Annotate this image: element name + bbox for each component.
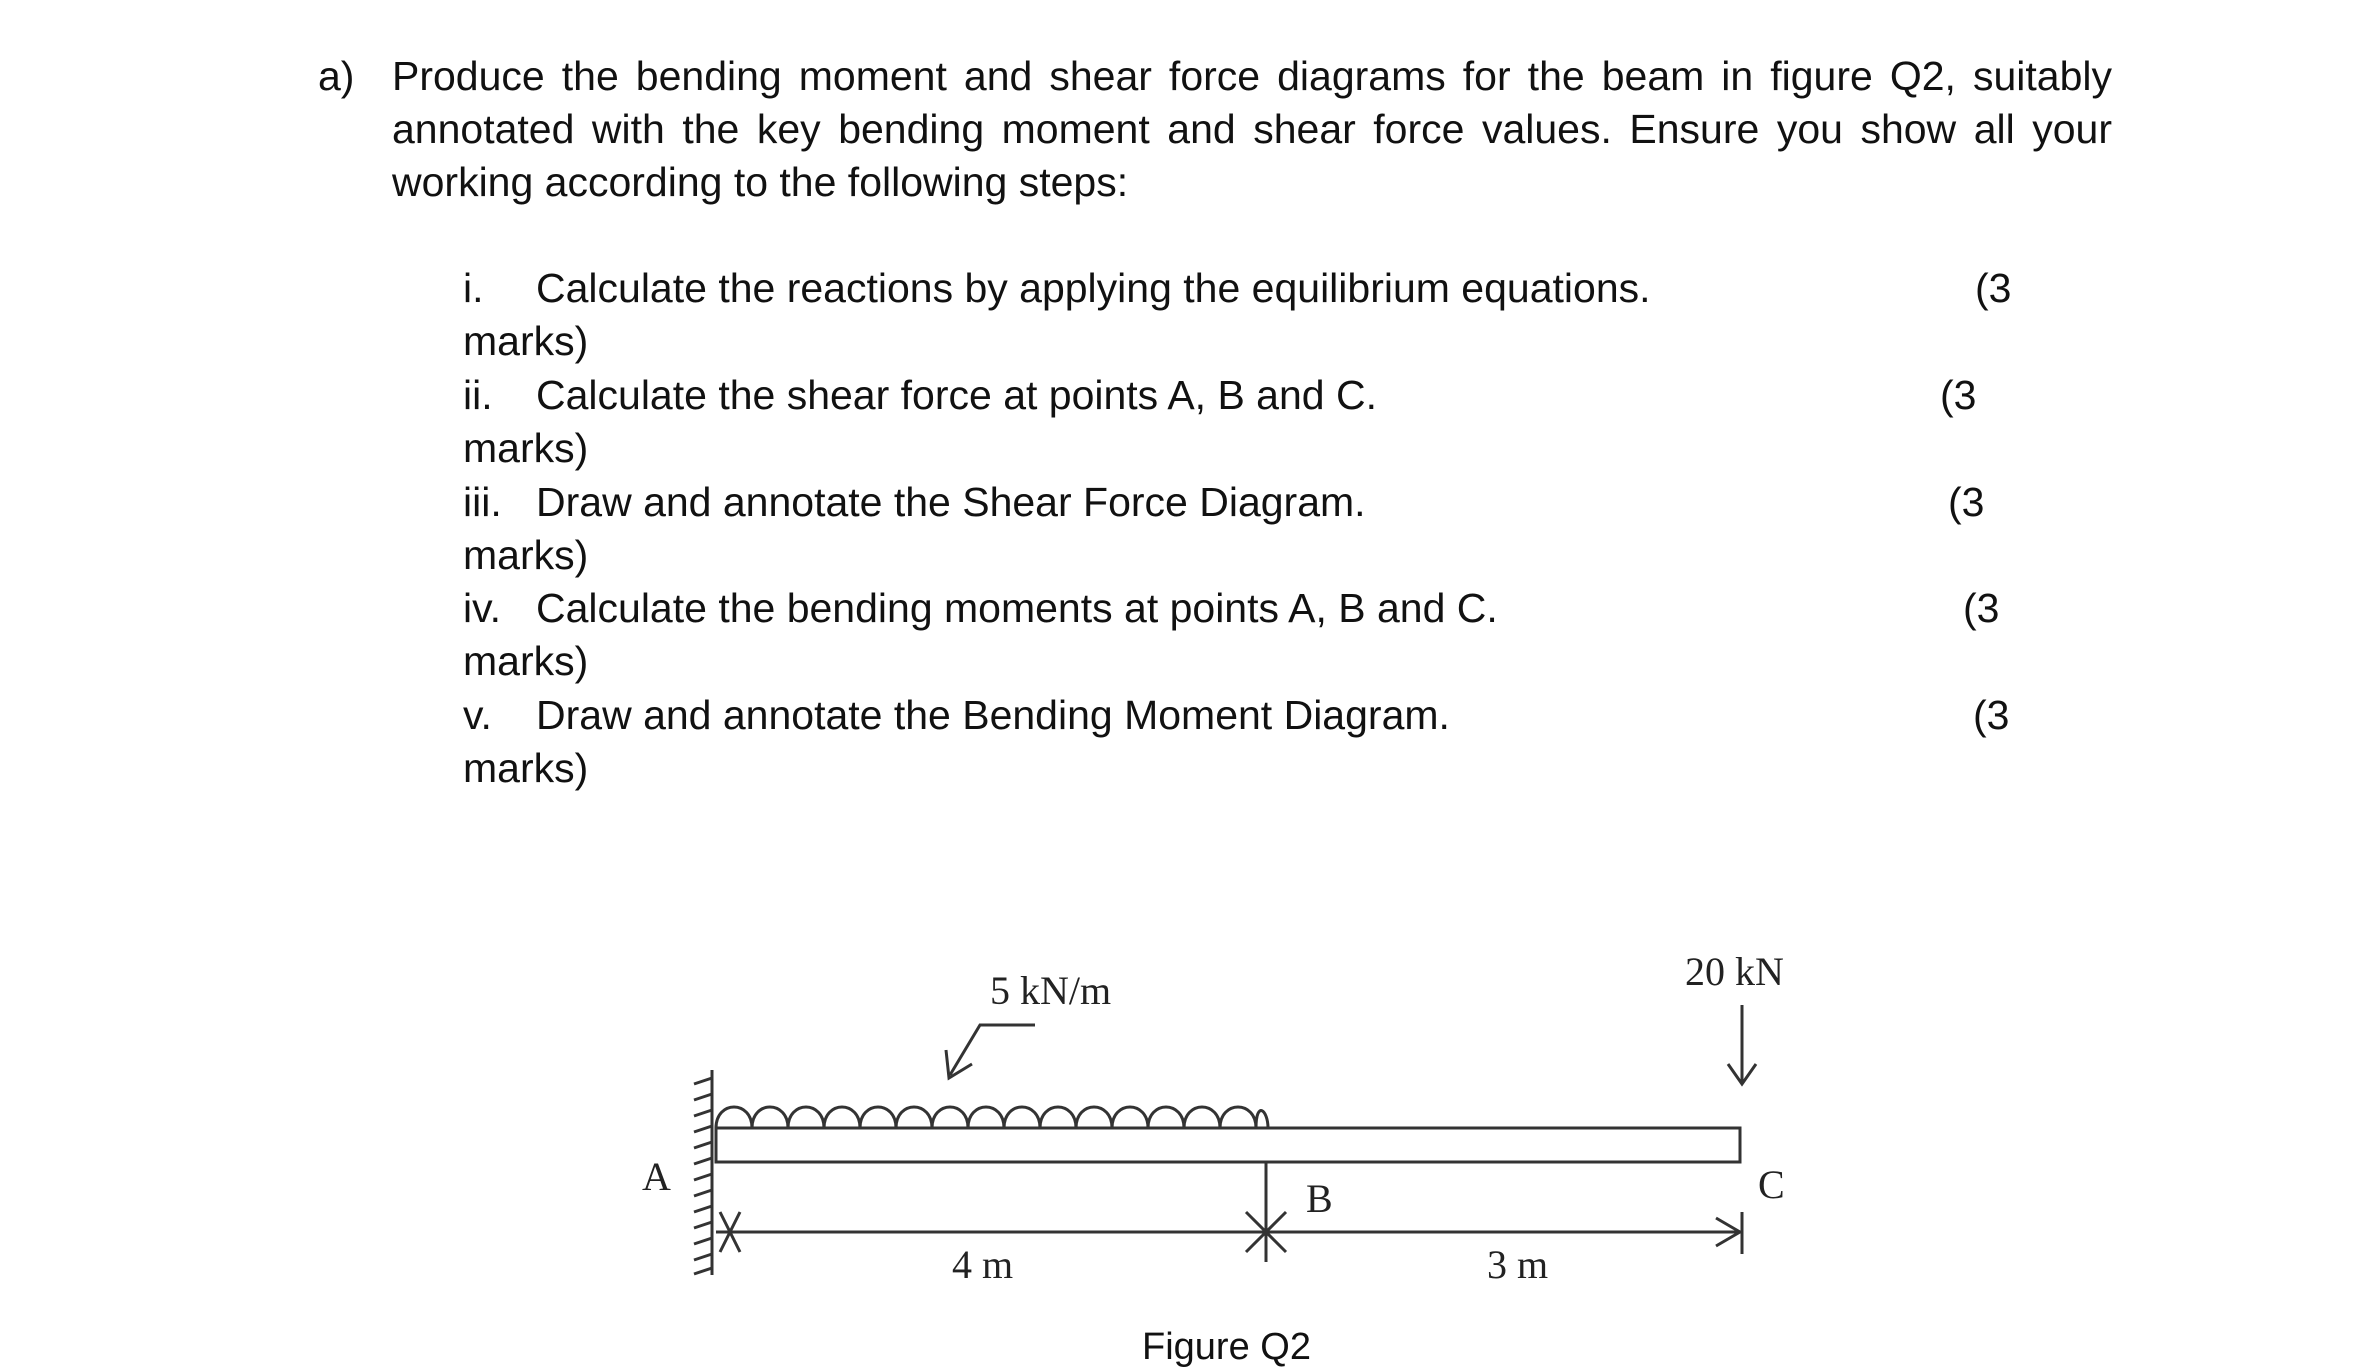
udl-label: 5 kN/m <box>990 968 1112 1013</box>
span-ab-label: 4 m <box>952 1242 1014 1287</box>
step-marks-close: marks) <box>463 532 589 578</box>
beam <box>716 1128 1740 1162</box>
step-marks-open: (3 <box>1963 585 2000 631</box>
step-text: Calculate the bending moments at points A, B and C. <box>536 585 1498 631</box>
question-intro: Produce the bending moment and shear force diagrams for the beam in figure Q2, suitably annotated with the key bending moment and shear force values. Ensure you show all your working according to the following steps: <box>392 53 2112 205</box>
step-number: ii. <box>463 372 493 418</box>
step-marks-open: (3 <box>1948 479 1985 525</box>
figure-caption: Figure Q2 <box>1142 1326 1311 1368</box>
step-text: Draw and annotate the Shear Force Diagram. <box>536 479 1366 525</box>
step-number: i. <box>463 265 484 311</box>
step-marks-open: (3 <box>1975 265 2012 311</box>
support-a-label: A <box>642 1154 671 1199</box>
step-marks-close: marks) <box>463 318 589 364</box>
point-load-arrow <box>1728 1005 1756 1084</box>
step-number: iii. <box>463 479 502 525</box>
question-label: a) <box>318 53 355 99</box>
span-bc-label: 3 m <box>1487 1242 1549 1287</box>
step-marks-open: (3 <box>1973 692 2010 738</box>
dimension-line <box>716 1212 1742 1254</box>
step-text: Draw and annotate the Bending Moment Diagram. <box>536 692 1450 738</box>
step-text: Calculate the shear force at points A, B and C. <box>536 372 1377 418</box>
step-marks-close: marks) <box>463 425 589 471</box>
fixed-support <box>694 1070 712 1275</box>
step-marks-open: (3 <box>1940 372 1977 418</box>
step-marks-close: marks) <box>463 638 589 684</box>
point-c-label: C <box>1758 1162 1785 1207</box>
step-marks-close: marks) <box>463 745 589 791</box>
point-load-label: 20 kN <box>1685 949 1784 994</box>
step-text: Calculate the reactions by applying the equilibrium equations. <box>536 265 1651 311</box>
step-number: v. <box>463 692 492 738</box>
udl-leader-arrow <box>946 1025 1035 1078</box>
step-number: iv. <box>463 585 501 631</box>
udl-loops <box>716 1107 1268 1128</box>
point-b-label: B <box>1306 1176 1333 1221</box>
